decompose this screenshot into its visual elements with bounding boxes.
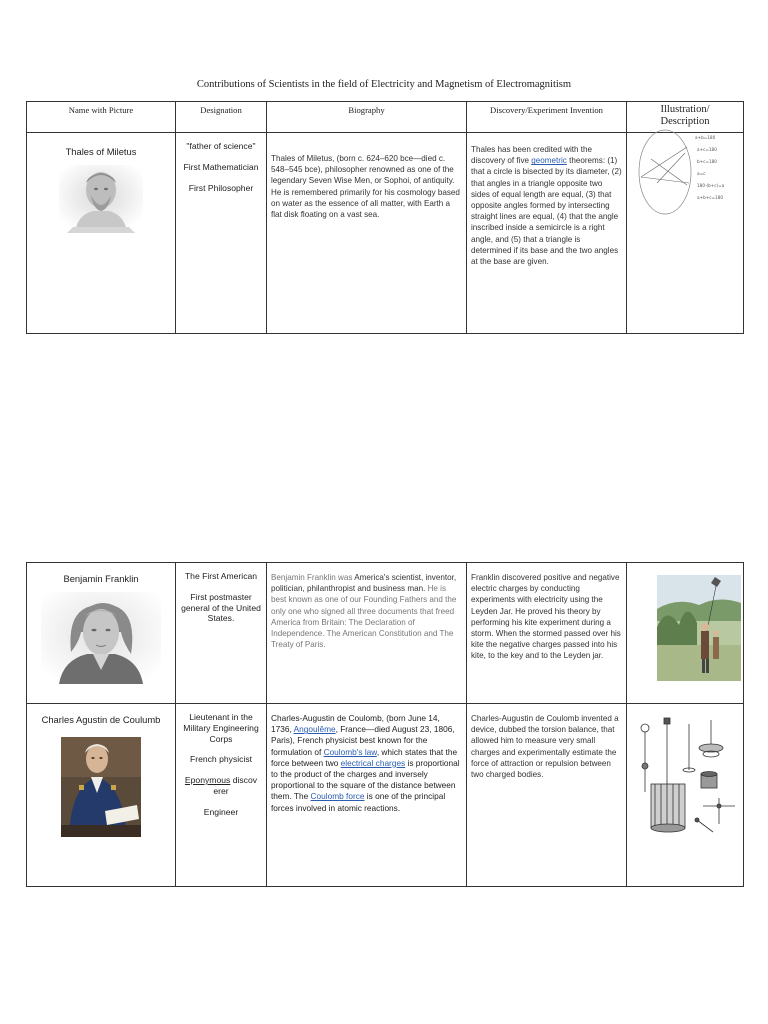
illustration-cell [627,133,744,334]
header-designation: Designation [176,102,267,133]
illustration-cell [627,563,744,704]
designation-cell [176,133,267,334]
biography-segment: philosopher [325,165,367,175]
franklin-portrait-image [41,592,161,684]
table-row [27,133,744,334]
diagram-label: a=c [697,171,706,176]
biography-segment: is one of the principal forces involved in atomic reactions. [271,791,446,813]
scientists-table-1 [26,101,744,334]
designation-item [180,775,262,797]
header-biography: Biography [267,102,467,133]
diagram-label: a+b=180 [695,135,716,140]
table-row [27,704,744,887]
designation-item: First postmaster general of the United States. [181,591,261,624]
angouleme-link[interactable]: Angoulême [293,724,336,735]
diagram-label: a+c=180 [697,147,717,152]
geometric-link[interactable]: geometric [531,156,567,166]
name-cell [27,704,176,887]
scientist-name: Benjamin Franklin [63,573,139,584]
coulomb-portrait-image [57,733,145,837]
scientist-name: Charles Agustin de Coulumb [41,714,161,725]
designation-cell [176,563,267,704]
header-name: Name with Picture [27,102,176,133]
biography-segment: renowned as one of the legendary Seven Wise Men, or Sophoi, of antiquity. He is remembered primarily for his cosmology based on water as the essence of all matter, with Earth a flat disk floating on a vast sea. [271,165,460,220]
discovery-text [471,144,622,267]
thales-bust-image [59,165,143,233]
header-illustration-line2: Description [660,116,710,127]
diagram-label: a+b+c=180 [697,195,724,200]
biography-segment: , which states that the force between two [271,746,458,768]
biography-cell [267,133,467,334]
biography-cell [267,563,467,704]
biography-cell [267,704,467,887]
designation-item: Lieutenant in the Military Engineering Corps [183,712,259,744]
diagram-label: 180-(b+c)=a [697,183,725,188]
geometry-circle-diagram [627,127,743,217]
name-cell [27,133,176,334]
illustration-cell [627,704,744,887]
biography-segment: Thales of Miletus, (born c. 624–620 bce—died c. 548–545 bce), [271,154,446,175]
discovery-segment: theorems: (1) that a circle is bisected by its diameter, (2) that angles in a triangle opposite two sides of equal length are equal, (3) that opposite angles formed by intersecting straight lines are equal, (4) that the angle inscribed inside a semicircle is a right angle, and (5) that a triangle is determined if its base and the two angles at the base are given. [471,156,622,267]
scientist-name: Thales of Miletus [65,146,137,157]
designation-item: First Philosopher [188,182,254,193]
biography-segment: , France—died August 23, 1806, Paris), French physicist best known for the formulation of [271,724,455,757]
header-illustration-line1: Illustration/ [660,104,710,115]
document-title: Contributions of Scientists in the field of Electricity and Magnetism of Electromagnitism [196,79,572,90]
biography-segment: America's scientist, inventor, politician, philanthropist and business man. [271,573,457,594]
designation-item: First Mathematician [183,161,259,172]
biography-segment: is proportional to the product of the charges and inversely proportional to the square of the distance between them. The [271,757,460,802]
table-row [27,563,744,704]
biography-segment: He is best known as one of our Founding Fathers and the only one who signed all three documents that freed America from Britain: The Declaration of Independence. The American Constitution and The Treaty of Paris. [271,584,457,650]
designation-item: Engineer [203,806,239,817]
eponymous-term: Eponymous [184,775,231,786]
discovery-text: Charles-Augustin de Coulomb invented a device, dubbed the torsion balance, that allowed him to measure very small charges and experimentally estimate the force of attraction or repulsion between two charged bodies. [471,714,619,780]
designation-segment: discov erer [213,775,258,796]
scientists-table-2 [26,562,744,887]
diagram-label: b+c=180 [697,159,717,164]
kite-experiment-image [657,575,741,681]
biography-segment: Benjamin Franklin was [271,573,355,582]
discovery-cell [467,133,627,334]
electrical-charges-link[interactable]: electrical charges [340,757,406,768]
header-discovery: Discovery/Experiment Invention [467,102,627,133]
designation-cell [176,704,267,887]
designation-item: The First American [184,571,258,581]
discovery-text: Franklin discovered positive and negative electric charges by conducting experiments with electricity using the Leyden Jar. He proved his theory by performing his kite experiment during a storm. When the stormed passed over his kite the negative charges passed into his kite, to the key and to the Leyden jar. [471,573,621,661]
biography-text [271,572,462,650]
discovery-cell [467,563,627,704]
designation-item: French physicist [189,754,253,765]
discovery-segment: Thales has been credited with the discovery of five [471,145,593,166]
biography-segment: Charles-Augustin de Coulomb, (born June 14, 1736, [271,713,440,735]
biography-text [271,713,462,814]
biography-text [271,153,462,220]
name-cell [27,563,176,704]
coulombs-law-link[interactable]: Coulomb's law [323,746,377,757]
coulomb-force-link[interactable]: Coulomb force [310,791,365,802]
discovery-cell [467,704,627,887]
torsion-balance-image [633,714,739,846]
designation-quote: "father of science" [186,141,256,151]
